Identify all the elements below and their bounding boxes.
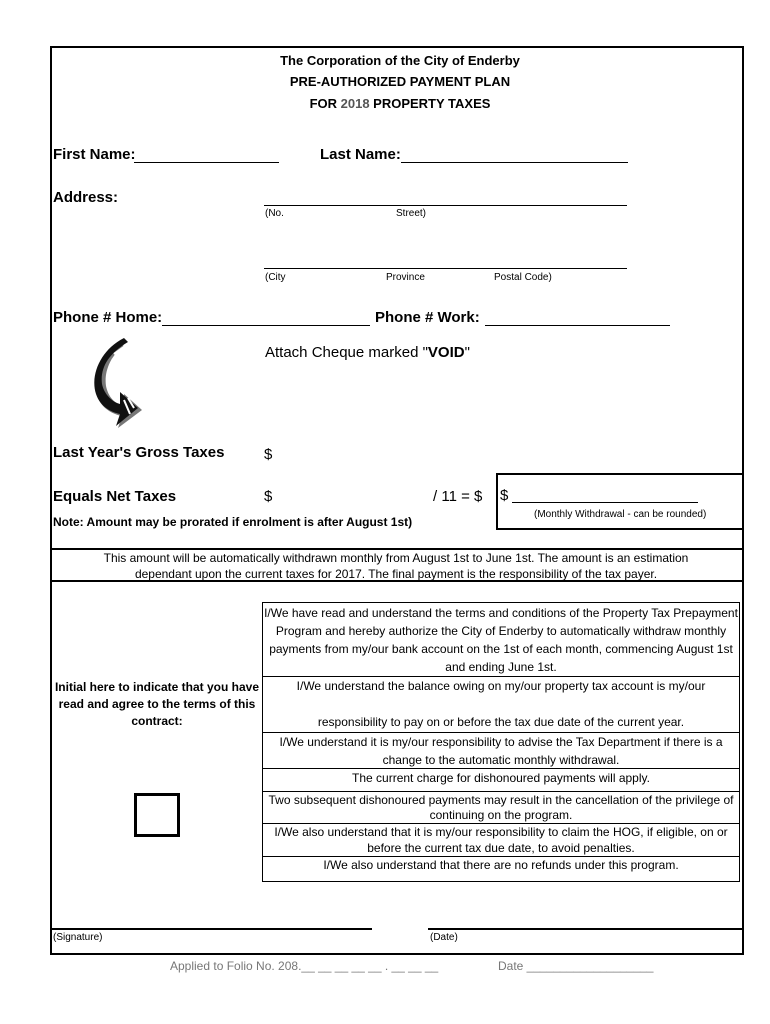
initial-instructions: Initial here to indicate that you have read and agree to the terms of this contract:	[54, 680, 260, 728]
no-hint: (No.	[265, 208, 284, 219]
year-title	[150, 96, 650, 111]
attach-cheque-suffix: "	[464, 344, 470, 361]
prorate-note: Note: Amount may be prorated if enrolment is after August 1st)	[53, 515, 413, 529]
monthly-withdrawal-note: (Monthly Withdrawal - can be rounded)	[534, 509, 707, 520]
address-label: Address:	[53, 189, 119, 206]
net-taxes-label: Equals Net Taxes	[53, 488, 177, 505]
term-dishonoured-charge: The current charge for dishonoured payments will apply.	[262, 768, 740, 791]
phone-work-label: Phone # Work:	[375, 309, 480, 326]
term-advise-department: I/We understand it is my/our responsibility to advise the Tax Department if there is a change to the automatic monthly withdrawal.	[262, 732, 740, 769]
date-field[interactable]	[428, 928, 742, 930]
withdrawal-notice	[50, 548, 742, 582]
terms-list	[262, 602, 742, 882]
address-city-field[interactable]	[264, 268, 627, 269]
folio-number: Applied to Folio No. 208.__ __ __ __ __ . __ __ __	[170, 959, 439, 973]
divide-by-eleven: / 11 = $	[433, 488, 483, 505]
gross-taxes-currency: $	[264, 446, 273, 463]
term-no-refunds: I/We also understand that there are no refunds under this program.	[262, 856, 740, 882]
curved-arrow-icon	[84, 336, 146, 436]
province-hint: Province	[386, 272, 425, 283]
address-street-field[interactable]	[264, 205, 627, 206]
term-balance-line-1: I/We understand the balance owing on my/our property tax account is my/our	[296, 679, 706, 693]
postal-code-hint: Postal Code)	[494, 272, 552, 283]
phone-work-field[interactable]	[485, 325, 670, 326]
corporation-title: The Corporation of the City of Enderby	[280, 53, 520, 68]
void-word: VOID	[427, 344, 465, 361]
street-hint: Street)	[396, 208, 427, 219]
signature-label: (Signature)	[53, 932, 103, 943]
first-name-label: First Name:	[53, 146, 136, 163]
initial-checkbox[interactable]	[134, 793, 180, 837]
net-taxes-currency: $	[264, 488, 273, 505]
signature-field[interactable]	[52, 928, 372, 930]
attach-cheque-note	[265, 344, 470, 361]
last-name-label: Last Name:	[320, 146, 401, 163]
notice-line-1: This amount will be automatically withdrawn monthly from August 1st to June 1st. The amount is an estimation	[103, 551, 689, 565]
monthly-currency: $	[500, 487, 509, 504]
notice-line-2: dependant upon the current taxes for 2017. The final payment is the responsibility of the tax payer.	[134, 567, 658, 581]
attach-cheque-prefix: Attach Cheque marked "	[265, 344, 428, 361]
term-authorization: I/We have read and understand the terms and conditions of the Property Tax Prepayment Program and hereby authorize the City of Enderby to automatically withdraw monthly payments from my/our bank account on the 1st of each month, commencing August 1st and ending June 1st.	[262, 602, 740, 677]
monthly-amount-field[interactable]	[512, 502, 698, 503]
plan-title: PRE-AUTHORIZED PAYMENT PLAN	[289, 74, 511, 89]
city-hint: (City	[265, 272, 286, 283]
year-title-suffix: PROPERTY TAXES	[369, 96, 491, 111]
applied-date: Date ___________________	[498, 959, 654, 973]
gross-taxes-label: Last Year's Gross Taxes	[53, 444, 225, 461]
year-value: 2018	[340, 96, 370, 111]
term-cancellation: Two subsequent dishonoured payments may result in the cancellation of the privilege of continuing on the program.	[262, 791, 740, 824]
term-balance-line-2: responsibility to pay on or before the tax due date of the current year.	[317, 715, 685, 729]
date-label: (Date)	[430, 932, 458, 943]
term-hog-claim: I/We also understand that it is my/our responsibility to claim the HOG, if eligible, on or before the current tax due date, to avoid penalties.	[262, 823, 740, 857]
year-title-prefix: FOR	[309, 96, 341, 111]
last-name-field[interactable]	[401, 162, 628, 163]
phone-home-field[interactable]	[162, 325, 370, 326]
first-name-field[interactable]	[134, 162, 279, 163]
phone-home-label: Phone # Home:	[53, 309, 163, 326]
term-balance-owing	[262, 676, 740, 733]
